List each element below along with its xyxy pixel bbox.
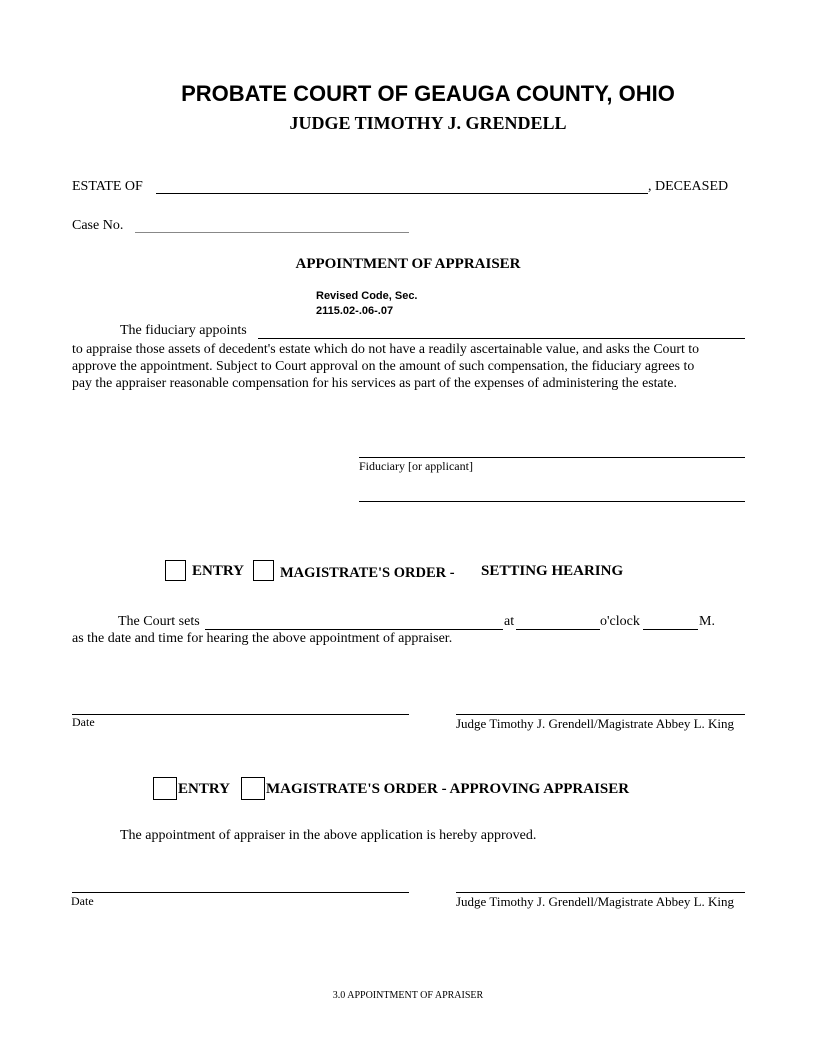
approval-magistrate-checkbox[interactable]	[241, 777, 265, 800]
appraiser-name-field[interactable]	[258, 338, 745, 339]
entry-checkbox[interactable]	[165, 560, 186, 581]
judge-title: JUDGE TIMOTHY J. GRENDELL	[289, 113, 567, 133]
approval-judge-label: Judge Timothy J. Grendell/Magistrate Abbey L. King	[456, 894, 735, 909]
approval-entry-label: ENTRY	[178, 781, 230, 797]
application-body-line-2: approve the appointment. Subject to Court approval on the amount of such compensation, the fiduciary agrees to	[72, 358, 695, 373]
estate-of-label: ESTATE OF	[72, 179, 143, 194]
court-title: PROBATE COURT OF GEAUGA COUNTY, OHIO	[181, 81, 675, 106]
approval-judge-signature-field[interactable]	[456, 892, 745, 893]
estate-name-field[interactable]	[156, 193, 648, 194]
approval-date-signature-field[interactable]	[72, 892, 409, 893]
hearing-date-field[interactable]	[205, 629, 503, 630]
fiduciary-name-field[interactable]	[359, 501, 745, 502]
oclock-label: o'clock	[600, 614, 640, 629]
m-label: M.	[699, 614, 715, 629]
court-sets-label: The Court sets	[118, 614, 200, 629]
deceased-label: , DECEASED	[648, 179, 729, 194]
setting-hearing-label: SETTING HEARING	[481, 563, 624, 579]
hearing-description: as the date and time for hearing the above appointment of appraiser.	[72, 631, 453, 646]
hearing-judge-label: Judge Timothy J. Grendell/Magistrate Abbey L. King	[456, 716, 735, 731]
fiduciary-label: Fiduciary [or applicant]	[359, 459, 473, 473]
case-no-field[interactable]	[135, 232, 409, 233]
approval-entry-checkbox[interactable]	[153, 777, 177, 800]
at-label: at	[504, 614, 515, 629]
approval-text: The appointment of appraiser in the above application is hereby approved.	[120, 828, 537, 843]
case-no-label: Case No.	[72, 218, 124, 233]
approving-appraiser-label: MAGISTRATE'S ORDER - APPROVING APPRAISER	[266, 781, 630, 797]
revised-code-label: Revised Code, Sec.	[316, 290, 418, 302]
hearing-date-label: Date	[72, 715, 95, 729]
approval-date-label: Date	[71, 894, 94, 908]
document-title: APPOINTMENT OF APPRAISER	[295, 256, 521, 272]
hearing-date-signature-field[interactable]	[72, 714, 409, 715]
application-body-line-3: pay the appraiser reasonable compensation for his services as part of the expenses of administering the estate.	[72, 375, 677, 390]
form-footer: 3.0 APPOINTMENT OF APRAISER	[332, 990, 484, 1001]
magistrate-order-label: MAGISTRATE'S ORDER -	[280, 565, 455, 581]
fiduciary-signature-field[interactable]	[359, 457, 745, 458]
hearing-judge-signature-field[interactable]	[456, 714, 745, 715]
revised-code-section: 2115.02-.06-.07	[316, 305, 394, 317]
application-body-line-1: to appraise those assets of decedent's estate which do not have a readily ascertainable value, and asks the Court to	[72, 341, 699, 356]
hearing-ampm-field[interactable]	[643, 629, 698, 630]
magistrate-order-checkbox[interactable]	[253, 560, 274, 581]
fiduciary-appoints-label: The fiduciary appoints	[120, 323, 247, 338]
hearing-hour-field[interactable]	[516, 629, 600, 630]
entry-label: ENTRY	[192, 563, 244, 579]
